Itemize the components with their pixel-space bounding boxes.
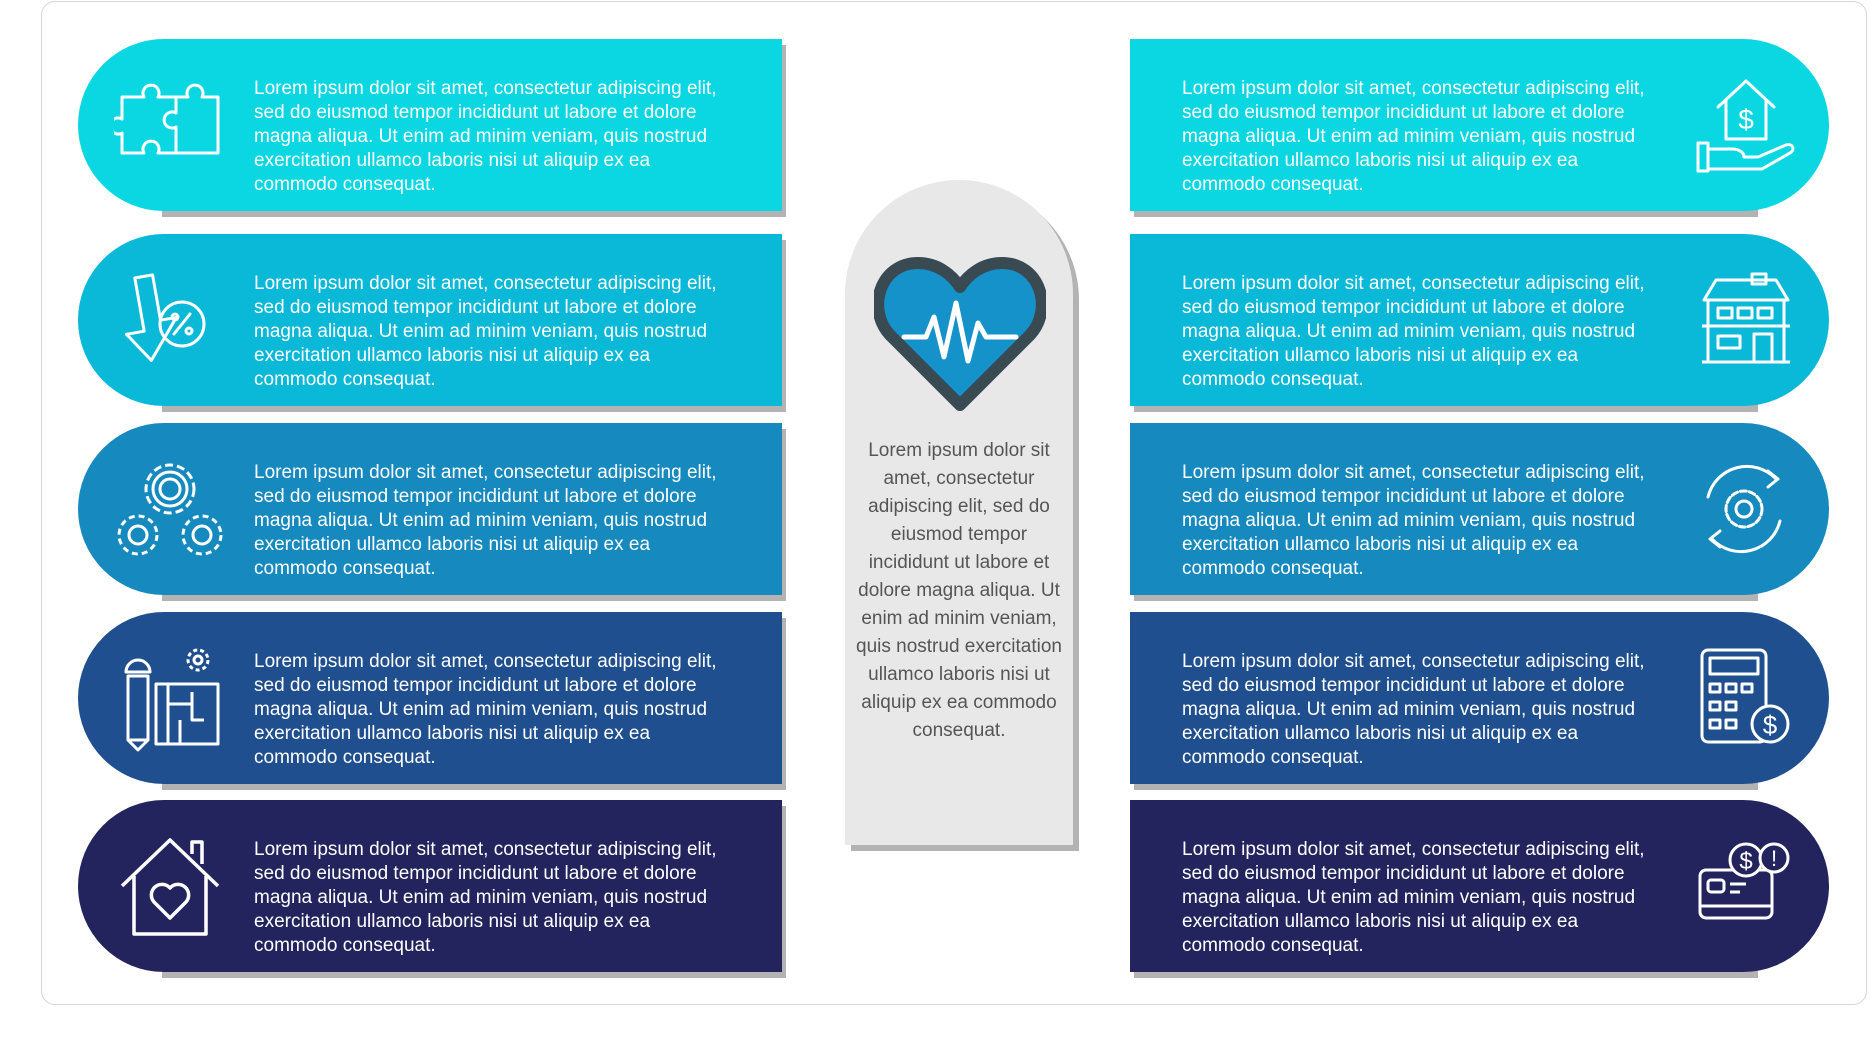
right-item-2-text: Lorem ipsum dolor sit amet, consectetur adipiscing elit, sed do eiusmod tempor incididunt ut labore et dolore magna aliqua. Ut enim ad minim veniam, quis nostrud exercitation ullamco laboris nisi ut aliquip ex ea commodo consequat. [1182,273,1645,390]
right-item-5-text: Lorem ipsum dolor sit amet, consectetur adipiscing elit, sed do eiusmod tempor incididunt ut labore et dolore magna aliqua. Ut enim ad minim veniam, quis nostrud exercitation ullamco laboris nisi ut aliquip ex ea commodo consequat. [1182,839,1645,956]
building-icon [1688,264,1800,376]
percent-down-icon [114,264,226,376]
svg-text:$: $ [1739,848,1753,875]
svg-text:$: $ [1762,710,1778,740]
left-item-1-text: Lorem ipsum dolor sit amet, consectetur adipiscing elit, sed do eiusmod tempor incididunt ut labore et dolore magna aliqua. Ut enim ad minim veniam, quis nostrud exercitation ullamco laboris nisi ut aliquip ex ea commodo consequat. [254,78,717,195]
heart-pulse-icon [874,253,1046,413]
card-dollar-alert-icon [1688,830,1800,942]
gears-icon [114,453,226,565]
left-item-5-text: Lorem ipsum dolor sit amet, consectetur adipiscing elit, sed do eiusmod tempor incididunt ut labore et dolore magna aliqua. Ut enim ad minim veniam, quis nostrud exercitation ullamco laboris nisi ut aliquip ex ea commodo consequat. [254,839,717,956]
center-text: Lorem ipsum dolor sit amet, consectetur adipiscing elit, sed do eiusmod tempor incididunt ut labore et dolore magna aliqua. Ut enim ad minim veniam, quis nostrud exercitation ullamco laboris nisi ut aliquip ex ea commodo consequat. [856,440,1062,741]
left-item-4-text: Lorem ipsum dolor sit amet, consectetur adipiscing elit, sed do eiusmod tempor incididunt ut labore et dolore magna aliqua. Ut enim ad minim veniam, quis nostrud exercitation ullamco laboris nisi ut aliquip ex ea commodo consequat. [254,651,717,768]
home-heart-icon [114,830,226,942]
svg-text:$: $ [1738,104,1754,135]
left-item-2-text: Lorem ipsum dolor sit amet, consectetur adipiscing elit, sed do eiusmod tempor incididunt ut labore et dolore magna aliqua. Ut enim ad minim veniam, quis nostrud exercitation ullamco laboris nisi ut aliquip ex ea commodo consequat. [254,273,717,390]
blueprint-icon [114,642,226,754]
calculator-dollar-icon [1688,642,1800,754]
right-item-3-text: Lorem ipsum dolor sit amet, consectetur adipiscing elit, sed do eiusmod tempor incididunt ut labore et dolore magna aliqua. Ut enim ad minim veniam, quis nostrud exercitation ullamco laboris nisi ut aliquip ex ea commodo consequat. [1182,462,1645,579]
svg-text:!: ! [1770,846,1778,871]
house-money-hand-icon [1688,69,1800,181]
puzzle-icon [114,69,226,181]
right-item-1-text: Lorem ipsum dolor sit amet, consectetur adipiscing elit, sed do eiusmod tempor incididunt ut labore et dolore magna aliqua. Ut enim ad minim veniam, quis nostrud exercitation ullamco laboris nisi ut aliquip ex ea commodo consequat. [1182,78,1645,195]
right-item-4-text: Lorem ipsum dolor sit amet, consectetur adipiscing elit, sed do eiusmod tempor incididunt ut labore et dolore magna aliqua. Ut enim ad minim veniam, quis nostrud exercitation ullamco laboris nisi ut aliquip ex ea commodo consequat. [1182,651,1645,768]
gear-cycle-icon [1688,453,1800,565]
left-item-3-text: Lorem ipsum dolor sit amet, consectetur adipiscing elit, sed do eiusmod tempor incididunt ut labore et dolore magna aliqua. Ut enim ad minim veniam, quis nostrud exercitation ullamco laboris nisi ut aliquip ex ea commodo consequat. [254,462,717,579]
